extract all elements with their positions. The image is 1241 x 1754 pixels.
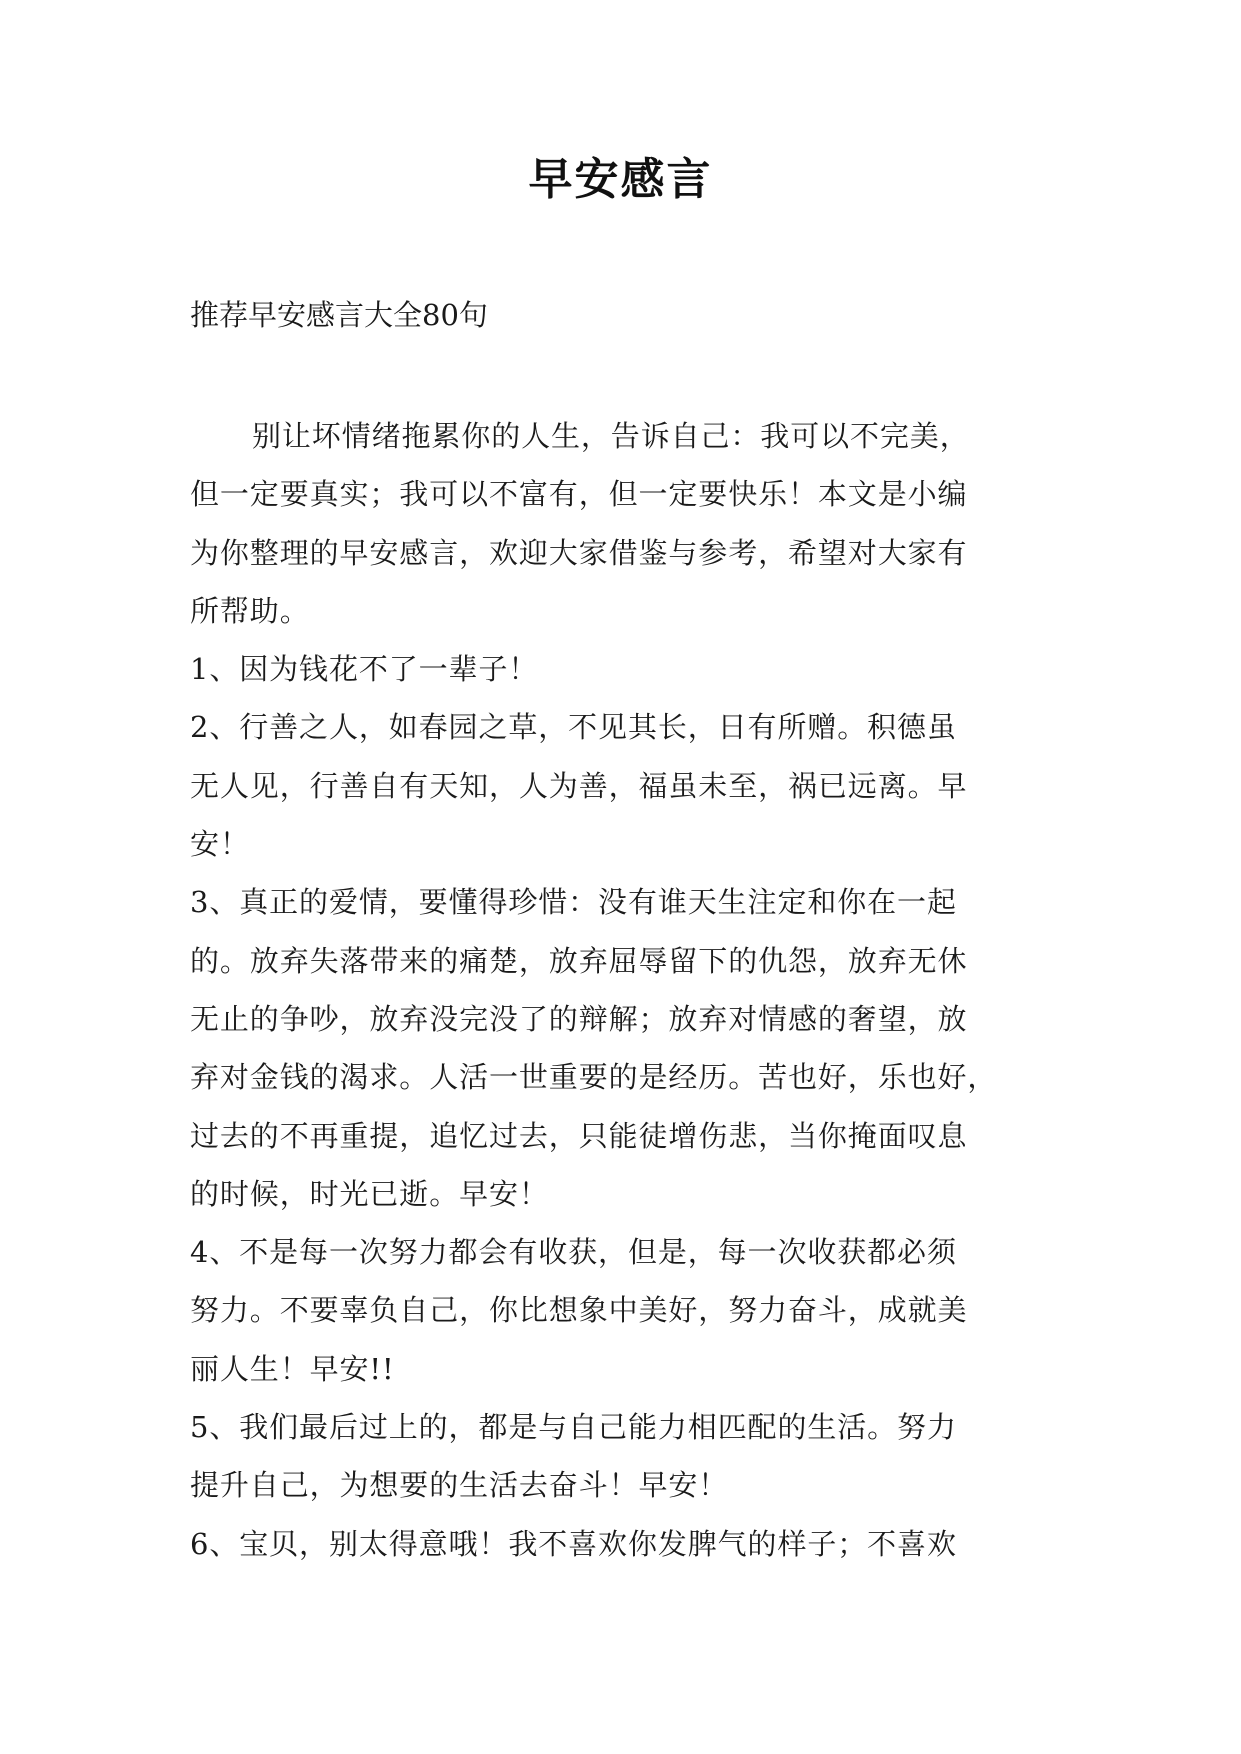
text-line: 但一定要真实；我可以不富有，但一定要快乐！本文是小编	[190, 477, 968, 512]
text-line: 安！	[190, 827, 250, 862]
text-line: 丽人生！早安!!	[190, 1351, 395, 1386]
text-line: 为你整理的早安感言，欢迎大家借鉴与参考，希望对大家有	[190, 535, 968, 570]
text-line: 5、我们最后过上的，都是与自己能力相匹配的生活。努力	[190, 1410, 957, 1445]
text-line: 2、行善之人，如春园之草，不见其长，日有所赠。积德虽	[190, 710, 957, 745]
text-line: 的时候，时光已逝。早安！	[190, 1176, 549, 1211]
text-line: 的。放弃失落带来的痛楚，放弃屈辱留下的仇怨，放弃无休	[190, 943, 968, 978]
text-line: 所帮助。	[190, 593, 310, 628]
text-line: 4、不是每一次努力都会有收获，但是，每一次收获都必须	[190, 1235, 957, 1270]
text-line: 无止的争吵，放弃没完没了的辩解；放弃对情感的奢望，放	[190, 1001, 968, 1036]
text-line: 无人见，行善自有天知，人为善，福虽未至，祸已远离。早	[190, 768, 968, 803]
text-line: 过去的不再重提，追忆过去，只能徒增伤悲，当你掩面叹息	[190, 1118, 968, 1153]
text-line: 别让坏情绪拖累你的人生，告诉自己：我可以不完美，	[252, 419, 970, 453]
document-body	[190, 407, 1060, 1573]
document-title: 早安感言	[528, 154, 713, 205]
text-line: 6、宝贝，别太得意哦！我不喜欢你发脾气的样子；不喜欢	[190, 1526, 957, 1561]
text-line: 1、因为钱花不了一辈子！	[190, 652, 539, 687]
text-line: 提升自己，为想要的生活去奋斗！早安！	[190, 1468, 729, 1503]
document-subtitle: 推荐早安感言大全80句	[190, 298, 488, 332]
text-line: 努力。不要辜负自己，你比想象中美好，努力奋斗，成就美	[190, 1293, 968, 1328]
text-line: 3、真正的爱情，要懂得珍惜：没有谁天生注定和你在一起	[190, 885, 957, 920]
text-line: 弃对金钱的渴求。人活一世重要的是经历。苦也好，乐也好，	[190, 1060, 998, 1095]
